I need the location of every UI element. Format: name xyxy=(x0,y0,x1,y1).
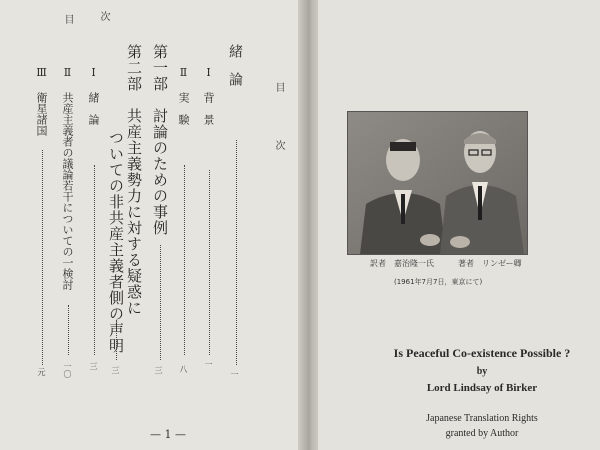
english-title: Is Peaceful Co-existence Possible ? xyxy=(393,346,571,360)
photo-caption-translator: 訳者 嘉治隆一氏 xyxy=(370,259,434,268)
toc-page-number: 三 xyxy=(89,362,98,370)
toc-page-number: 三 xyxy=(154,366,163,374)
toc-leader-dots xyxy=(42,150,43,365)
toc-entry-introduction: 緒 論 xyxy=(227,44,243,86)
toc-leader-dots xyxy=(68,305,69,355)
toc-entry-part-one: 第一部 討論のための事例 xyxy=(151,44,169,236)
toc-entry-part-two: 第二部 共産主義勢力に対する疑惑に xyxy=(125,44,143,316)
english-author: Lord Lindsay of Birker xyxy=(426,382,538,394)
toc-entry-communist-argument: Ⅱ 共産主義者の議論若干についての一検討 xyxy=(61,66,74,290)
toc-page-number: 一 xyxy=(204,360,213,368)
toc-leader-dots xyxy=(116,320,117,360)
portrait-photo xyxy=(347,111,528,255)
photo-date-caption: (1961年7月7日，東京にて) xyxy=(394,278,483,286)
toc-page-number: 元 xyxy=(37,368,46,376)
toc-entry-background: Ⅰ 背 景 xyxy=(202,66,215,125)
toc-leader-dots xyxy=(209,170,210,355)
toc-entry-satellite-states: Ⅲ 衛星諸国 xyxy=(35,66,48,136)
right-toc-label-me: 目 xyxy=(273,82,284,92)
english-by: by xyxy=(476,366,488,377)
toc-page-number: 一〇 xyxy=(63,362,72,378)
toc-leader-dots xyxy=(184,165,185,355)
toc-page-number: 八 xyxy=(179,365,188,373)
photo-caption-author: 著者 リンゼー卿 xyxy=(458,259,522,268)
toc-page-number: 三 xyxy=(111,366,120,374)
rights-line-1: Japanese Translation Rights xyxy=(426,413,538,424)
toc-entry-experiment: Ⅱ 実 験 xyxy=(177,66,190,125)
toc-entry-part-two-cont: ついての非共産主義者側の声明 xyxy=(107,130,125,354)
toc-page-number: 一 xyxy=(230,370,239,378)
toc-header-ji: 次 xyxy=(98,11,109,21)
portrait-photo-image xyxy=(348,112,527,254)
toc-entry-intro-2: Ⅰ 緒 論 xyxy=(87,66,100,125)
right-toc-label-ji: 次 xyxy=(273,140,284,150)
page-number: — 1 — xyxy=(150,428,186,441)
toc-header-me: 目 xyxy=(62,14,73,24)
toc-leader-dots xyxy=(160,245,161,360)
toc-leader-dots xyxy=(94,165,95,355)
toc-leader-dots xyxy=(236,140,237,365)
rights-line-2: granted by Author xyxy=(445,428,519,439)
